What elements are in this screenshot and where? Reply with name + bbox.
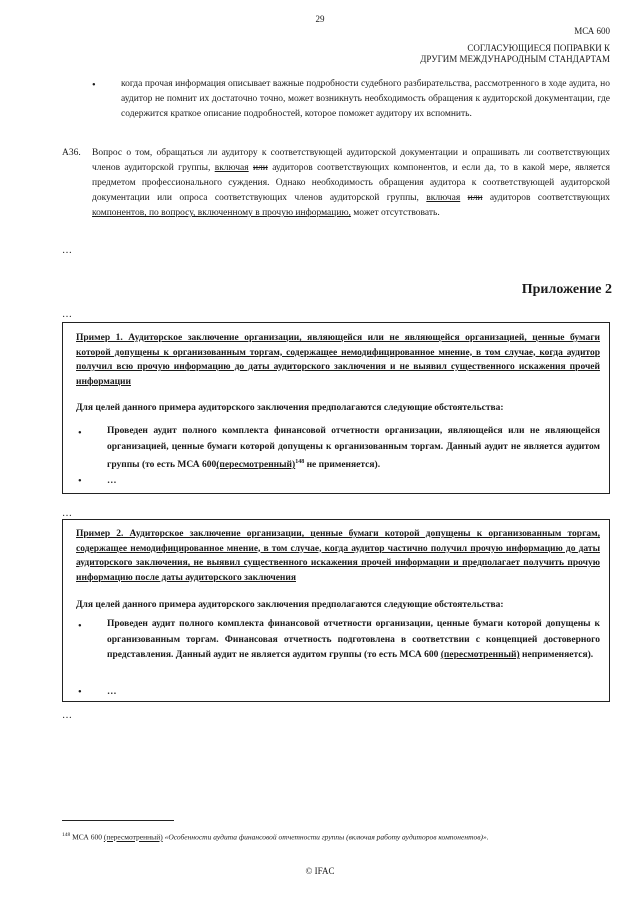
intro-bullet-text: когда прочая информация описывает важные подробности судебного разбирательства, рассмотренного в ходе аудита, но аудитор не помнит их достаточно точно, может возникнуть необходимость обращения к аудиторской документации, где содержится краткое описание подробностей, которое поможет аудитору их вспомнить. bbox=[121, 79, 610, 119]
para-label: A36. bbox=[62, 148, 81, 158]
para-a36-part3: аудиторов соответствующих bbox=[489, 193, 611, 203]
example-2-bullet-end: неприменяется). bbox=[522, 650, 594, 660]
ellipsis: … bbox=[62, 245, 73, 256]
example-1-bullet bbox=[107, 424, 600, 474]
section-header bbox=[350, 43, 610, 65]
bullet-marker: • bbox=[78, 476, 82, 487]
bullet-marker: • bbox=[92, 80, 96, 91]
example-1-bullet-end: не применяется). bbox=[306, 460, 381, 471]
footnote-text2: «Особенности аудита финансовой отчетности группы (включая работу аудиторов компонентов)». bbox=[164, 832, 489, 842]
footnote-marker: 148 bbox=[62, 832, 71, 838]
page-number: 29 bbox=[315, 14, 325, 24]
inserted-text: (пересмотренный) bbox=[216, 460, 296, 471]
ellipsis: … bbox=[62, 710, 73, 721]
example-1-circumstances: Для целей данного примера аудиторского заключения предполагаются следующие обстоятельства: bbox=[76, 403, 504, 413]
footnote bbox=[62, 832, 622, 842]
inserted-text: (пересмотренный) bbox=[440, 650, 520, 660]
example-2-bullet-ellipsis: … bbox=[107, 687, 117, 697]
footnote-rule bbox=[62, 820, 174, 821]
footnote-ref: 148 bbox=[295, 459, 305, 465]
example-2-circumstances: Для целей данного примера аудиторского заключения предполагаются следующие обстоятельства: bbox=[76, 600, 504, 610]
example-1-title: Пример 1. Аудиторское заключение организации, являющейся или не являющейся организацией, ценные бумаги которой допущены к организованным торгам, содержащее немодифицированное мнение, в том случае, когда аудитор получил всю прочую информацию до даты аудиторского заключения и не выявил существенного искажения прочей информации bbox=[76, 333, 600, 387]
inserted-text: включая bbox=[214, 163, 249, 173]
para-a36-part2: аудиторов соответствующих компонентов, и если да, то в какой мере, является предметом профессионального суждения. Однако необходимость обращения аудитора к соответствующей аудиторской документации или опроса соответствующих членов аудиторской группы, bbox=[92, 163, 611, 203]
para-a36-part1: Вопрос о том, обращаться ли аудитору к соответствующей аудиторской документации и опрашивать ли соответствующих членов аудиторской группы, bbox=[92, 148, 610, 173]
standard-code: МСА 600 bbox=[574, 26, 610, 36]
bullet-marker: • bbox=[78, 621, 82, 632]
inserted-text: компонентов, по вопросу, включенному в прочую информацию, bbox=[92, 208, 351, 218]
inserted-text: (пересмотренный) bbox=[103, 832, 163, 842]
example-1-bullet-ellipsis: … bbox=[107, 476, 117, 486]
footnote-text1: МСА 600 bbox=[72, 832, 102, 842]
inserted-text: включая bbox=[426, 193, 461, 203]
example-1-bullet-text: Проведен аудит полного комплекта финансовой отчетности организации, являющейся или не являющейся организацией, ценные бумаги которой допущены к организованным торгам. Данный аудит не является аудитом группы (то есть МСА 600 bbox=[107, 426, 600, 471]
example-2-bullet-text: Проведен аудит полного комплекта финансовой отчетности организации, ценные бумаги которой допущены к организованным торгам. Финансовая отчетность подготовлена в соответствии с концепцией достоверного представления. Данный аудит не является аудитом группы (то есть МСА 600 bbox=[107, 619, 600, 660]
example-2-bullet bbox=[107, 617, 600, 664]
section-header-line2: ДРУГИМ МЕЖДУНАРОДНЫМ СТАНДАРТАМ bbox=[420, 54, 610, 64]
copyright-footer: © IFAC bbox=[305, 866, 335, 876]
para-a36-part4: может отсутствовать. bbox=[353, 208, 440, 218]
bullet-marker: • bbox=[78, 687, 82, 698]
section-header-line1: СОГЛАСУЮЩИЕСЯ ПОПРАВКИ К bbox=[467, 43, 610, 53]
deleted-text: или bbox=[467, 193, 483, 203]
appendix-title: Приложение 2 bbox=[521, 282, 612, 297]
ellipsis: … bbox=[62, 508, 73, 519]
bullet-marker: • bbox=[78, 428, 82, 439]
example-2-title: Пример 2. Аудиторское заключение организации, ценные бумаги которой допущены к организованным торгам, содержащее немодифицированное мнение, в том случае, когда аудитор частично получил прочую информацию до даты аудиторского заключения, не выявил существенного искажения прочей информации и предполагает получить прочую информацию после даты аудиторского заключения bbox=[76, 529, 600, 583]
ellipsis: … bbox=[62, 309, 73, 320]
deleted-text: или bbox=[252, 163, 268, 173]
para-a36-text bbox=[92, 146, 610, 221]
